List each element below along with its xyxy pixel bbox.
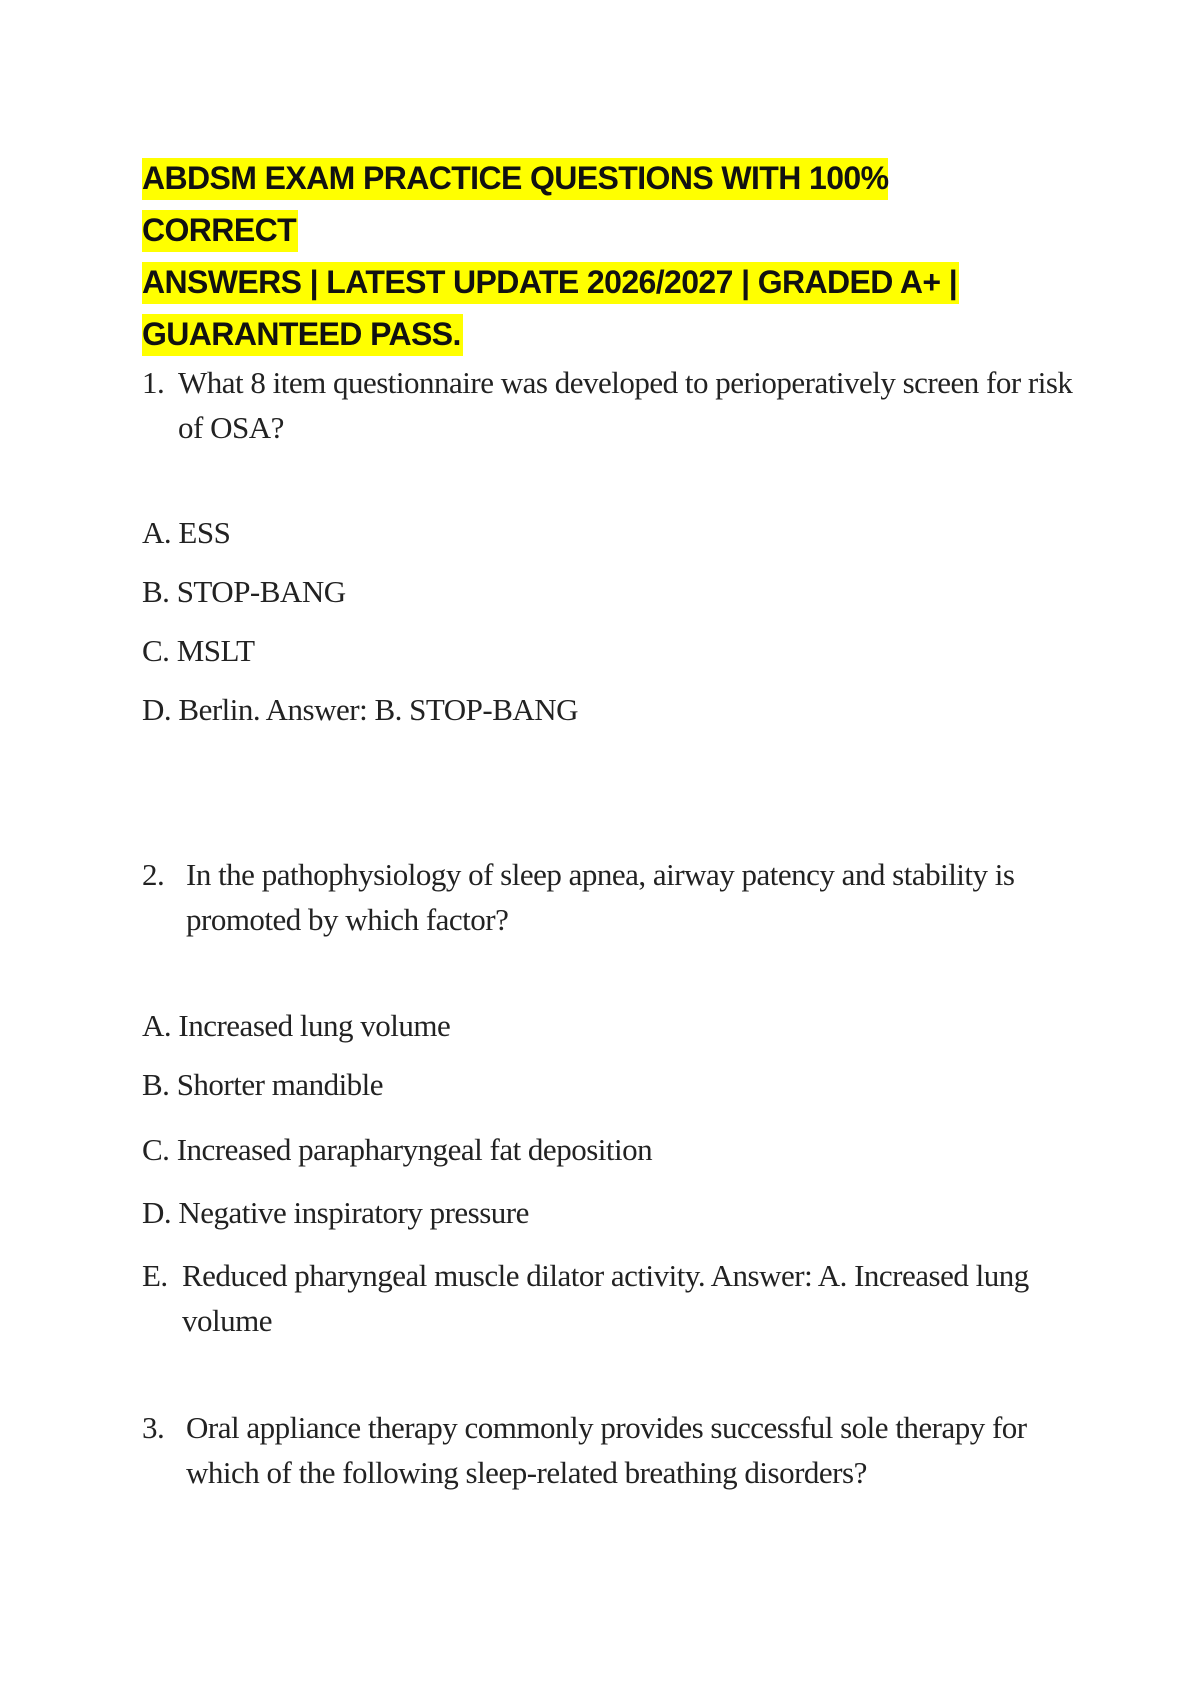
question-1-option-a: A. ESS — [142, 515, 231, 550]
title-line: ABDSM EXAM PRACTICE QUESTIONS WITH 100% CORRECT — [142, 152, 1022, 256]
question-text: Oral appliance therapy commonly provides successful sole therapy for which of the following sleep-related breathing disorders? — [186, 1410, 1027, 1490]
question-2-option-d: D. Negative inspiratory pressure — [142, 1195, 529, 1230]
question-1-option-b: B. STOP-BANG — [142, 574, 346, 609]
question-1 — [142, 360, 1082, 450]
question-text: In the pathophysiology of sleep apnea, airway patency and stability is promoted by which factor? — [186, 857, 1015, 937]
question-2-option-b: B. Shorter mandible — [142, 1067, 384, 1102]
document-title — [142, 152, 1022, 360]
question-3 — [142, 1405, 1082, 1495]
question-number: 2. — [142, 857, 165, 892]
title-line: ANSWERS | LATEST UPDATE 2026/2027 | GRADED A+ | — [142, 256, 1022, 308]
question-2 — [142, 852, 1082, 942]
question-2-option-c: C. Increased parapharyngeal fat deposition — [142, 1132, 653, 1167]
question-text: What 8 item questionnaire was developed to perioperatively screen for risk of OSA? — [178, 365, 1073, 445]
question-2-option-e: E. Reduced pharyngeal muscle dilator activity. Answer: A. Increased lung volume — [142, 1258, 1029, 1338]
question-1-option-c: C. MSLT — [142, 633, 255, 668]
question-number: 3. — [142, 1410, 165, 1445]
question-2-option-a: A. Increased lung volume — [142, 1008, 451, 1043]
question-1-option-d: D. Berlin. Answer: B. STOP-BANG — [142, 692, 579, 727]
title-line: GUARANTEED PASS. — [142, 308, 1022, 360]
question-number: 1. — [142, 365, 165, 400]
